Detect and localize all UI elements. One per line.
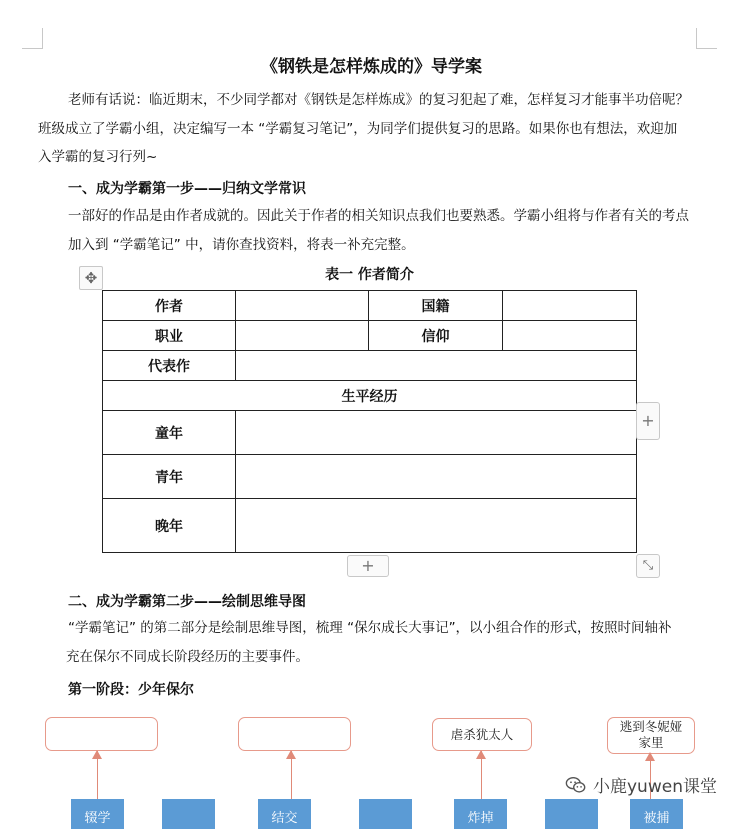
- timeline-box[interactable]: 炸掉: [454, 799, 507, 829]
- intro-line: 入学霸的复习行列~: [38, 149, 158, 165]
- stage-heading: 第一阶段：少年保尔: [68, 682, 194, 698]
- move-icon: ✥: [84, 269, 98, 287]
- section-heading-2: 二、成为学霸第二步——绘制思维导图: [68, 594, 306, 610]
- table-label-youth: 青年: [103, 455, 236, 499]
- table-cell-belief-value[interactable]: [503, 321, 637, 351]
- mindmap-event-box-3[interactable]: 虐杀犹太人: [432, 718, 532, 751]
- table-cell-author-value[interactable]: [236, 291, 369, 321]
- section2-paragraph: [68, 614, 704, 671]
- add-column-button[interactable]: +: [636, 402, 660, 440]
- timeline-box[interactable]: [162, 799, 215, 829]
- intro-line: 班级成立了学霸小组，决定编写一本 “学霸复习笔记”，为同学们提供复习的思路。如果你也有想法，欢迎加: [38, 120, 678, 137]
- table-move-handle[interactable]: [79, 266, 103, 290]
- timeline-box[interactable]: 结交: [258, 799, 311, 829]
- timeline-box[interactable]: 被捕: [630, 799, 683, 829]
- timeline-box[interactable]: [359, 799, 412, 829]
- table-label-nationality: 国籍: [369, 291, 503, 321]
- section2-line: 充在保尔不同成长阶段经历的主要事件。: [66, 648, 309, 665]
- watermark: [565, 772, 717, 797]
- author-table: [102, 290, 637, 553]
- page-corner-mark-left: [22, 28, 43, 49]
- table-label-occupation: 职业: [103, 321, 236, 351]
- section-heading-1: 一、成为学霸第一步——归纳文学常识: [68, 181, 306, 197]
- wechat-icon: [565, 774, 587, 796]
- mindmap-event-box-4[interactable]: [607, 717, 695, 754]
- table-cell-later-years-value[interactable]: [236, 499, 637, 553]
- table-cell-occupation-value[interactable]: [236, 321, 369, 351]
- mindmap-arrow: [481, 751, 482, 799]
- mindmap-arrow: [291, 751, 292, 799]
- mindmap-event-box-1[interactable]: [45, 717, 158, 751]
- resize-icon: ⤡: [642, 558, 654, 573]
- section1-line: 加入到 “学霸笔记” 中，请你查找资料，将表一补充完整。: [68, 236, 415, 253]
- mindmap-event-4-text: 逃到冬妮娅家里: [619, 719, 683, 750]
- table-cell-nationality-value[interactable]: [503, 291, 637, 321]
- watermark-text: 小鹿yuwen课堂: [593, 777, 717, 797]
- section2-line: “学霸笔记” 的第二部分是绘制思维导图，梳理 “保尔成长大事记”，以小组合作的形式，按照时间轴补: [68, 620, 672, 636]
- table-resize-handle[interactable]: [636, 554, 660, 578]
- intro-line: 老师有话说：临近期末，不少同学都对《钢铁是怎样炼成》的复习犯起了难，怎样复习才能事半功倍呢？: [68, 92, 689, 108]
- table-label-later-years: 晚年: [103, 499, 236, 553]
- table-cell-childhood-value[interactable]: [236, 411, 637, 455]
- timeline-box[interactable]: 辍学: [71, 799, 124, 829]
- intro-paragraph: [38, 86, 704, 172]
- mindmap-event-box-2[interactable]: [238, 717, 351, 751]
- table-label-works: 代表作: [103, 351, 236, 381]
- table-title: 表一 作者简介: [325, 267, 414, 283]
- timeline-box[interactable]: [545, 799, 598, 829]
- add-row-button[interactable]: +: [347, 555, 389, 577]
- section1-line: 一部好的作品是由作者成就的。因此关于作者的相关知识点我们也要熟悉。学霸小组将与作者有关的考点: [68, 208, 689, 224]
- table-label-life: 生平经历: [103, 381, 637, 411]
- table-label-author: 作者: [103, 291, 236, 321]
- table-label-childhood: 童年: [103, 411, 236, 455]
- table-cell-works-value[interactable]: [236, 351, 637, 381]
- page-corner-mark-right: [696, 28, 717, 49]
- mindmap-arrow: [97, 751, 98, 799]
- section1-paragraph: [68, 202, 704, 259]
- table-label-belief: 信仰: [369, 321, 503, 351]
- page-title: 《钢铁是怎样炼成的》导学案: [261, 57, 482, 77]
- table-cell-youth-value[interactable]: [236, 455, 637, 499]
